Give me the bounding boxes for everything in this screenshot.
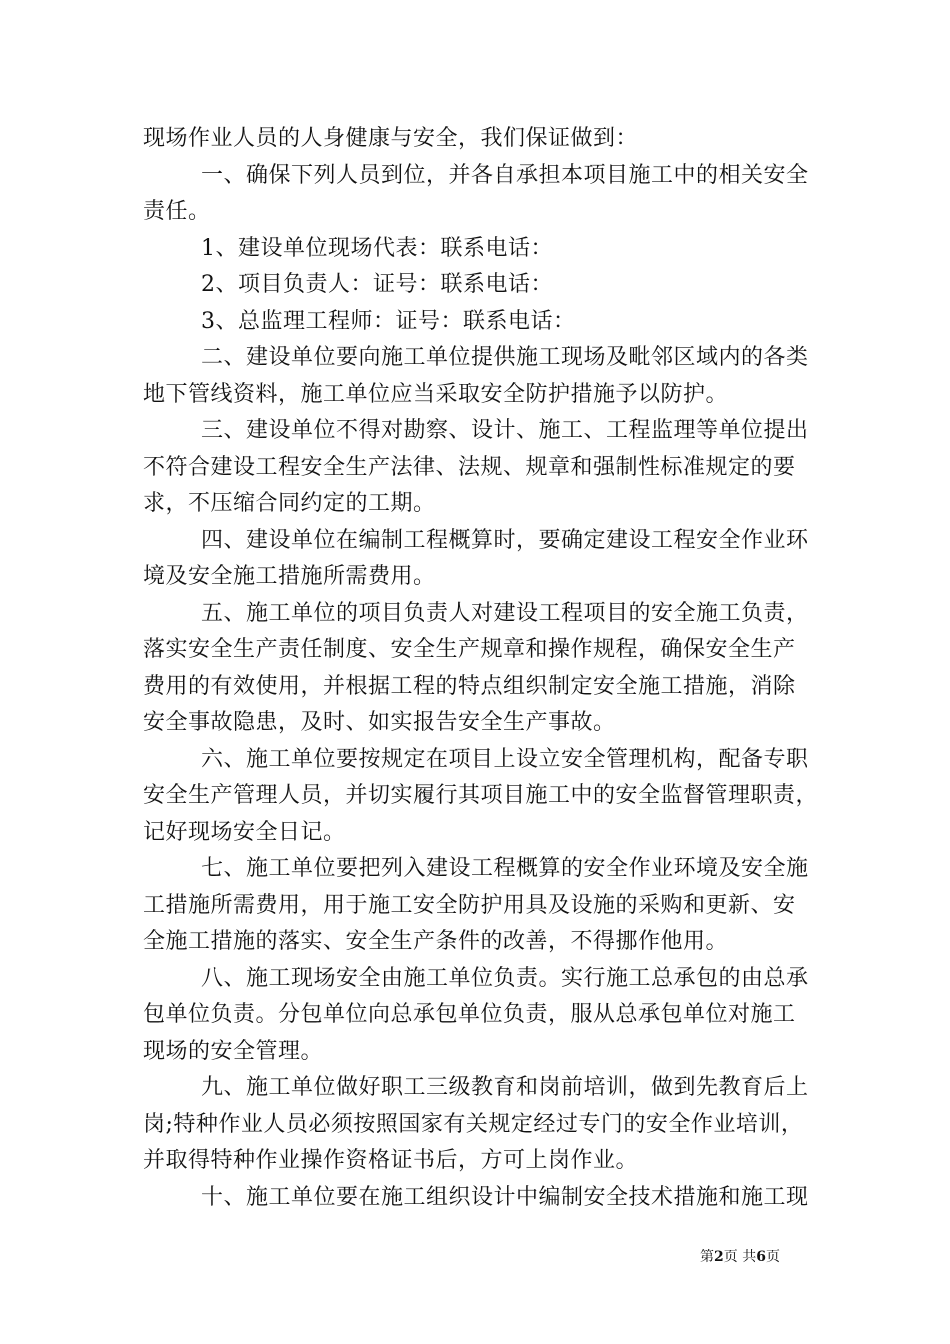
text-line: 岗;特种作业人员必须按照国家有关规定经过专门的安全作业培训， — [143, 1111, 804, 1137]
text-line: 现场的安全管理。 — [143, 1038, 324, 1064]
text-line: 不符合建设工程安全生产法律、法规、规章和强制性标准规定的要 — [143, 454, 796, 480]
text-line: 八、施工现场安全由施工单位负责。实行施工总承包的由总承 — [201, 965, 809, 991]
total-page-number: 6 — [756, 1249, 766, 1265]
text-line: 落实安全生产责任制度、安全生产规章和操作规程，确保安全生产 — [143, 637, 796, 662]
text-line: 七、施工单位要把列入建设工程概算的安全作业环境及安全施 — [201, 856, 809, 881]
document-body — [143, 121, 819, 1216]
text-line: 一、确保下列人员到位，并各自承担本项目施工中的相关安全 — [201, 162, 809, 188]
text-line: 费用的有效使用，并根据工程的特点组织制定安全施工措施，消除 — [143, 673, 796, 699]
text-line: 地下管线资料，施工单位应当采取安全防护措施予以防护。 — [143, 381, 729, 407]
text-line: 五、施工单位的项目负责人对建设工程项目的安全施工负责， — [201, 600, 809, 626]
text-line: 十、施工单位要在施工组织设计中编制安全技术措施和施工现 — [201, 1184, 809, 1210]
text-line: 1、建设单位现场代表：联系电话： — [201, 235, 553, 261]
text-line: 3、总监理工程师：证号：联系电话： — [201, 308, 576, 334]
text-line: 责任。 — [143, 199, 211, 224]
page-footer — [700, 1248, 820, 1266]
text-line: 全施工措施的落实、安全生产条件的改善，不得挪作他用。 — [143, 929, 729, 954]
text-line: 并取得特种作业操作资格证书后，方可上岗作业。 — [143, 1148, 639, 1173]
text-line: 九、施工单位做好职工三级教育和岗前培训，做到先教育后上 — [201, 1075, 809, 1100]
text-line: 三、建设单位不得对勘察、设计、施工、工程监理等单位提出 — [201, 418, 809, 443]
footer-prefix: 第 — [700, 1249, 714, 1265]
text-line: 包单位负责。分包单位向总承包单位负责，服从总承包单位对施工 — [143, 1002, 796, 1027]
text-line: 二、建设单位要向施工单位提供施工现场及毗邻区域内的各类 — [201, 345, 809, 370]
text-line: 2、项目负责人：证号：联系电话： — [201, 272, 553, 297]
footer-middle: 页 共 — [723, 1249, 757, 1265]
text-line: 四、建设单位在编制工程概算时，要确定建设工程安全作业环 — [201, 527, 809, 553]
text-line: 六、施工单位要按规定在项目上设立安全管理机构，配备专职 — [201, 746, 809, 772]
footer-suffix: 页 — [765, 1249, 780, 1265]
text-line: 记好现场安全日记。 — [143, 819, 346, 845]
text-line: 现场作业人员的人身健康与安全，我们保证做到： — [143, 126, 639, 151]
text-line: 求，不压缩合同约定的工期。 — [143, 491, 436, 516]
current-page-number: 2 — [714, 1249, 724, 1265]
text-line: 工措施所需费用，用于施工安全防护用具及设施的采购和更新、安 — [143, 892, 796, 918]
text-line: 境及安全施工措施所需费用。 — [143, 564, 436, 589]
text-line: 安全生产管理人员，并切实履行其项目施工中的安全监督管理职责， — [143, 783, 819, 808]
text-line: 安全事故隐患，及时、如实报告安全生产事故。 — [143, 710, 616, 735]
